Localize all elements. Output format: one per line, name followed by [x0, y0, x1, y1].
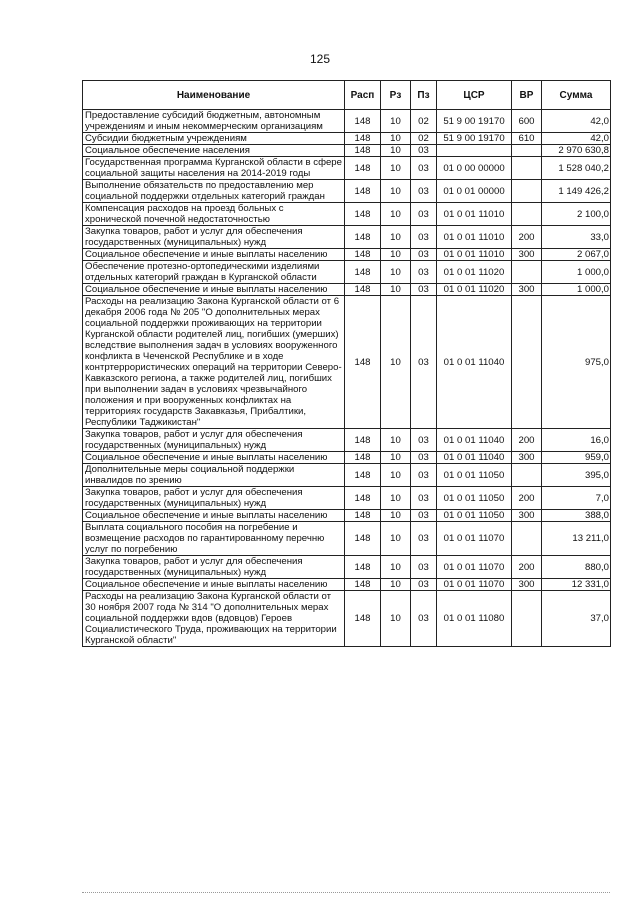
footer-dotted-line	[82, 892, 610, 894]
cell-csr: 01 0 01 11020	[437, 261, 512, 284]
cell-sum: 880,0	[542, 556, 611, 579]
cell-name: Социальное обеспечение и иные выплаты населению	[83, 284, 345, 296]
cell-name: Социальное обеспечение и иные выплаты населению	[83, 452, 345, 464]
cell-rz: 10	[381, 487, 411, 510]
cell-pz: 03	[411, 464, 437, 487]
cell-vr: 200	[512, 487, 542, 510]
cell-csr: 01 0 01 11010	[437, 226, 512, 249]
cell-vr	[512, 522, 542, 556]
table-row	[83, 487, 611, 510]
cell-vr: 300	[512, 249, 542, 261]
table-row	[83, 296, 611, 429]
header-name: Наименование	[83, 81, 345, 110]
cell-pz: 03	[411, 261, 437, 284]
cell-pz: 02	[411, 110, 437, 133]
cell-pz: 03	[411, 522, 437, 556]
cell-sum: 1 528 040,2	[542, 157, 611, 180]
cell-name: Предоставление субсидий бюджетным, автономным учреждениям и иным некоммерческим организациям	[83, 110, 345, 133]
cell-rz: 10	[381, 261, 411, 284]
cell-vr	[512, 296, 542, 429]
table-row	[83, 203, 611, 226]
cell-rasp: 148	[345, 284, 381, 296]
cell-pz: 03	[411, 429, 437, 452]
cell-name: Закупка товаров, работ и услуг для обеспечения государственных (муниципальных) нужд	[83, 556, 345, 579]
cell-rasp: 148	[345, 110, 381, 133]
cell-name: Компенсация расходов на проезд больных с хронической почечной недостаточностью	[83, 203, 345, 226]
cell-rz: 10	[381, 452, 411, 464]
cell-name: Закупка товаров, работ и услуг для обеспечения государственных (муниципальных) нужд	[83, 487, 345, 510]
cell-rz: 10	[381, 249, 411, 261]
cell-rasp: 148	[345, 487, 381, 510]
cell-sum: 388,0	[542, 510, 611, 522]
cell-sum: 2 100,0	[542, 203, 611, 226]
cell-vr: 200	[512, 429, 542, 452]
cell-pz: 03	[411, 145, 437, 157]
cell-vr	[512, 180, 542, 203]
cell-sum: 1 000,0	[542, 284, 611, 296]
table-row	[83, 556, 611, 579]
cell-rasp: 148	[345, 510, 381, 522]
cell-rz: 10	[381, 510, 411, 522]
cell-rasp: 148	[345, 556, 381, 579]
table-row	[83, 226, 611, 249]
table-row	[83, 249, 611, 261]
cell-rz: 10	[381, 464, 411, 487]
table-row	[83, 522, 611, 556]
cell-pz: 02	[411, 133, 437, 145]
cell-rz: 10	[381, 556, 411, 579]
cell-csr: 01 0 01 11070	[437, 579, 512, 591]
cell-vr	[512, 591, 542, 647]
cell-sum: 395,0	[542, 464, 611, 487]
cell-vr: 300	[512, 452, 542, 464]
cell-vr	[512, 464, 542, 487]
table-row	[83, 591, 611, 647]
header-sum: Сумма	[542, 81, 611, 110]
page-number: 125	[309, 52, 331, 66]
table-row	[83, 452, 611, 464]
cell-sum: 975,0	[542, 296, 611, 429]
cell-vr: 200	[512, 226, 542, 249]
cell-rasp: 148	[345, 249, 381, 261]
cell-csr: 01 0 01 11050	[437, 464, 512, 487]
table-row	[83, 180, 611, 203]
cell-pz: 03	[411, 284, 437, 296]
table-body	[83, 110, 611, 647]
cell-pz: 03	[411, 203, 437, 226]
cell-rasp: 148	[345, 429, 381, 452]
cell-rasp: 148	[345, 145, 381, 157]
cell-sum: 13 211,0	[542, 522, 611, 556]
cell-name: Социальное обеспечение и иные выплаты населению	[83, 249, 345, 261]
cell-rz: 10	[381, 145, 411, 157]
cell-csr: 51 9 00 19170	[437, 110, 512, 133]
cell-sum: 959,0	[542, 452, 611, 464]
cell-csr: 01 0 01 11020	[437, 284, 512, 296]
cell-rasp: 148	[345, 464, 381, 487]
cell-name: Субсидии бюджетным учреждениям	[83, 133, 345, 145]
table-header-row	[83, 81, 611, 110]
cell-vr	[512, 145, 542, 157]
cell-name: Социальное обеспечение населения	[83, 145, 345, 157]
cell-csr: 01 0 01 11040	[437, 452, 512, 464]
cell-rz: 10	[381, 180, 411, 203]
cell-rasp: 148	[345, 261, 381, 284]
header-rasp: Расп	[345, 81, 381, 110]
cell-sum: 1 000,0	[542, 261, 611, 284]
cell-vr: 300	[512, 579, 542, 591]
cell-rasp: 148	[345, 180, 381, 203]
cell-rasp: 148	[345, 522, 381, 556]
cell-rz: 10	[381, 296, 411, 429]
cell-vr: 200	[512, 556, 542, 579]
header-csr: ЦСР	[437, 81, 512, 110]
cell-name: Расходы на реализацию Закона Курганской области от 30 ноября 2007 года № 314 "О дополнительных мерах социальной поддержки вдов (вдовцов) Героев Социалистического Труда, проживающих на территории Курганской области"	[83, 591, 345, 647]
cell-name: Государственная программа Курганской области в сфере социальной защиты населения на 2014-2019 годы	[83, 157, 345, 180]
cell-name: Социальное обеспечение и иные выплаты населению	[83, 510, 345, 522]
cell-name: Закупка товаров, работ и услуг для обеспечения государственных (муниципальных) нужд	[83, 226, 345, 249]
cell-rasp: 148	[345, 579, 381, 591]
cell-csr: 01 0 00 00000	[437, 157, 512, 180]
cell-rz: 10	[381, 522, 411, 556]
table-row	[83, 261, 611, 284]
cell-vr	[512, 203, 542, 226]
cell-rz: 10	[381, 226, 411, 249]
cell-name: Выплата социального пособия на погребение и возмещение расходов по гарантированному перечню услуг по погребению	[83, 522, 345, 556]
cell-sum: 1 149 426,2	[542, 180, 611, 203]
cell-sum: 33,0	[542, 226, 611, 249]
cell-sum: 42,0	[542, 133, 611, 145]
cell-sum: 7,0	[542, 487, 611, 510]
cell-pz: 03	[411, 579, 437, 591]
cell-rz: 10	[381, 133, 411, 145]
header-vr: ВР	[512, 81, 542, 110]
cell-rz: 10	[381, 591, 411, 647]
cell-pz: 03	[411, 510, 437, 522]
cell-rasp: 148	[345, 591, 381, 647]
table-row	[83, 110, 611, 133]
cell-rz: 10	[381, 110, 411, 133]
cell-rz: 10	[381, 203, 411, 226]
cell-rz: 10	[381, 579, 411, 591]
cell-csr: 01 0 01 11080	[437, 591, 512, 647]
cell-pz: 03	[411, 487, 437, 510]
cell-rz: 10	[381, 429, 411, 452]
cell-pz: 03	[411, 226, 437, 249]
table-row	[83, 284, 611, 296]
cell-name: Дополнительные меры социальной поддержки инвалидов по зрению	[83, 464, 345, 487]
cell-vr	[512, 157, 542, 180]
cell-pz: 03	[411, 180, 437, 203]
cell-name: Выполнение обязательств по предоставлению мер социальной поддержки отдельных категорий граждан	[83, 180, 345, 203]
cell-rz: 10	[381, 157, 411, 180]
cell-name: Обеспечение протезно-ортопедическими изделиями отдельных категорий граждан в Курганской области	[83, 261, 345, 284]
table-row	[83, 429, 611, 452]
cell-pz: 03	[411, 249, 437, 261]
cell-vr: 300	[512, 510, 542, 522]
cell-name: Расходы на реализацию Закона Курганской области от 6 декабря 2006 года № 205 "О дополнительных мерах социальной поддержки проживающих на территории Курганской области родителей лиц, погибших (умерших) вследствие выполнения задач в условиях вооруженного конфликта в Чеченской Республике и в ходе контртеррористических операций на территории Северо-Кавказского региона, а также родителей лиц, погибших при выполнении задач в условиях чрезвычайного положения и при вооруженных конфликтах на территориях государств Закавказья, Прибалтики, Республики Таджикистан"	[83, 296, 345, 429]
cell-rz: 10	[381, 284, 411, 296]
table-row	[83, 133, 611, 145]
cell-csr: 01 0 01 11070	[437, 522, 512, 556]
cell-pz: 03	[411, 296, 437, 429]
table-row	[83, 579, 611, 591]
cell-name: Закупка товаров, работ и услуг для обеспечения государственных (муниципальных) нужд	[83, 429, 345, 452]
cell-csr: 01 0 01 00000	[437, 180, 512, 203]
cell-csr: 01 0 01 11050	[437, 510, 512, 522]
cell-pz: 03	[411, 157, 437, 180]
cell-sum: 2 970 630,8	[542, 145, 611, 157]
cell-sum: 12 331,0	[542, 579, 611, 591]
header-pz: Пз	[411, 81, 437, 110]
cell-rasp: 148	[345, 226, 381, 249]
table-row	[83, 510, 611, 522]
cell-sum: 2 067,0	[542, 249, 611, 261]
cell-vr	[512, 261, 542, 284]
cell-csr: 01 0 01 11040	[437, 429, 512, 452]
cell-vr: 610	[512, 133, 542, 145]
cell-csr: 51 9 00 19170	[437, 133, 512, 145]
cell-vr: 300	[512, 284, 542, 296]
table-row	[83, 464, 611, 487]
table-row	[83, 145, 611, 157]
cell-sum: 37,0	[542, 591, 611, 647]
cell-csr: 01 0 01 11040	[437, 296, 512, 429]
cell-sum: 42,0	[542, 110, 611, 133]
cell-rasp: 148	[345, 296, 381, 429]
cell-vr: 600	[512, 110, 542, 133]
cell-sum: 16,0	[542, 429, 611, 452]
cell-pz: 03	[411, 556, 437, 579]
cell-name: Социальное обеспечение и иные выплаты населению	[83, 579, 345, 591]
budget-table	[82, 80, 611, 647]
cell-csr: 01 0 01 11050	[437, 487, 512, 510]
cell-csr: 01 0 01 11010	[437, 249, 512, 261]
cell-csr: 01 0 01 11010	[437, 203, 512, 226]
cell-pz: 03	[411, 452, 437, 464]
cell-rasp: 148	[345, 203, 381, 226]
cell-pz: 03	[411, 591, 437, 647]
cell-rasp: 148	[345, 133, 381, 145]
table-row	[83, 157, 611, 180]
header-rz: Рз	[381, 81, 411, 110]
cell-rasp: 148	[345, 452, 381, 464]
cell-csr	[437, 145, 512, 157]
cell-csr: 01 0 01 11070	[437, 556, 512, 579]
cell-rasp: 148	[345, 157, 381, 180]
